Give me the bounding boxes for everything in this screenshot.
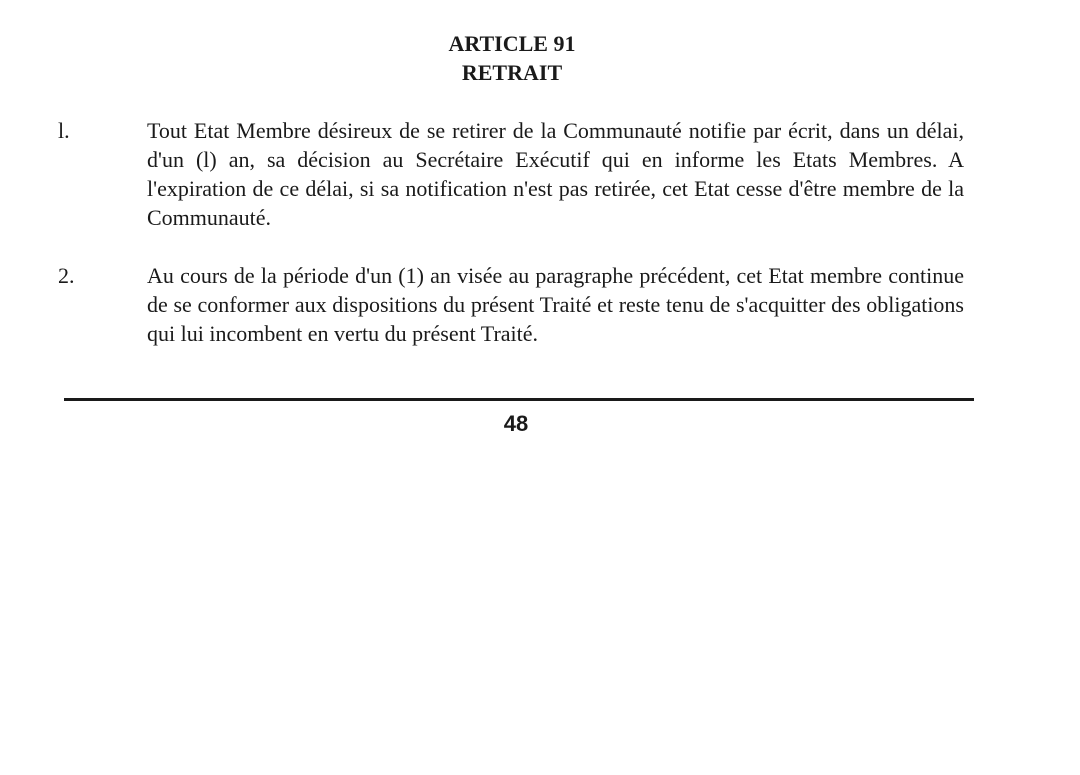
footer-rule (64, 398, 974, 401)
article-number: ARTICLE 91 (448, 31, 576, 56)
clause-text: Au cours de la période d'un (1) an visée au paragraphe précédent, cet Etat membre continue de se conformer aux dispositions du présent Traité et reste tenu de s'acquitter des obligations qui lui incombent en vertu du présent Traité. (147, 263, 964, 346)
clause-text: Tout Etat Membre désireux de se retirer de la Communauté notifie par écrit, dans un délai, d'un (l) an, sa décision au Secrétaire Exécutif qui en informe les Etats Membres. A l'expiration de ce délai, si sa notification n'est pas retirée, cet Etat cesse d'être membre de la Communauté. (147, 118, 964, 230)
clause-number: l. (58, 118, 70, 143)
clause-number: 2. (58, 263, 75, 288)
article-title: RETRAIT (461, 60, 563, 85)
page-number: 48 (503, 411, 529, 436)
